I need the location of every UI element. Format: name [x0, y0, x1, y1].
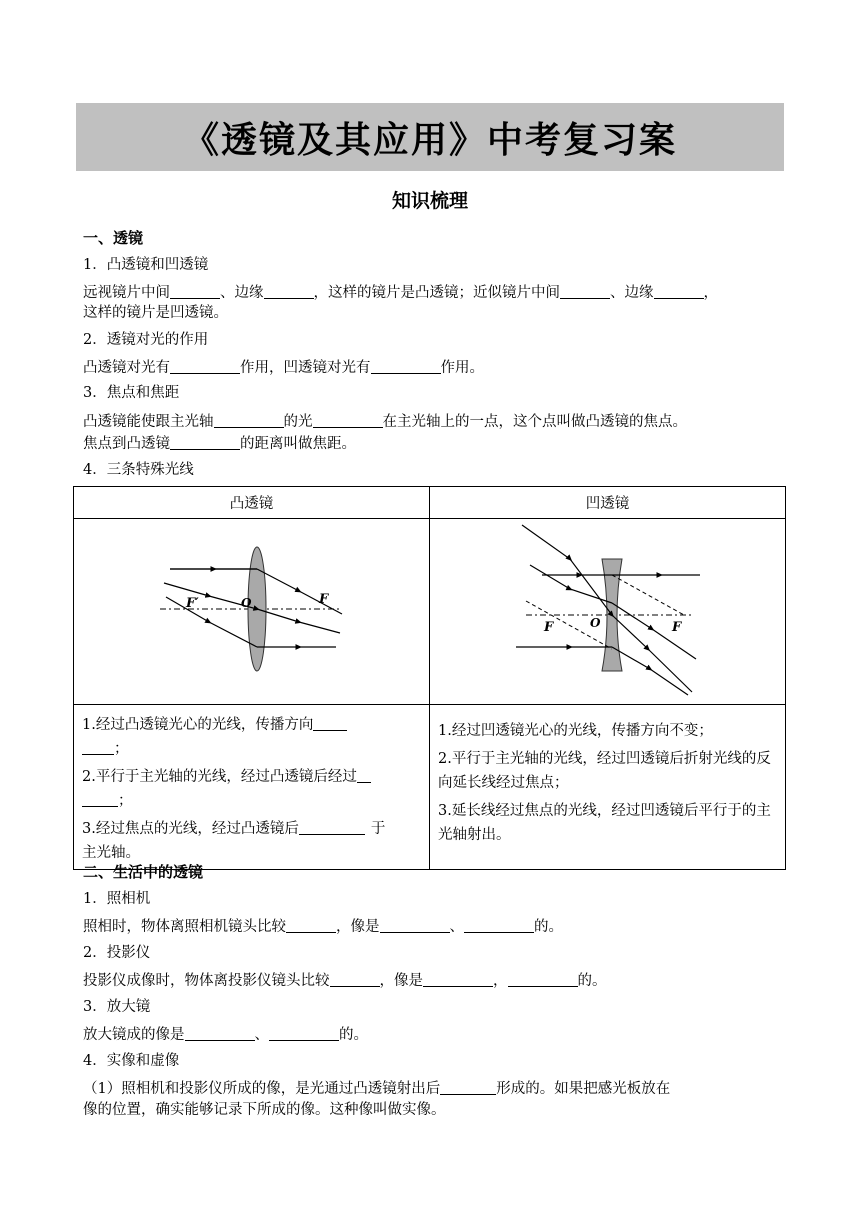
concave-header: 凹透镜: [430, 487, 786, 519]
item1-line2: 这样的镜片是凹透镜。: [83, 305, 228, 321]
fill-blank[interactable]: [423, 970, 493, 987]
label-f-prime: F′: [186, 596, 199, 611]
concave-lens-diagram: [430, 519, 786, 700]
item3-line1: [83, 411, 687, 432]
text: 凸透镜能使跟主光轴: [83, 414, 214, 430]
text: 2.平行于主光轴的光线，经过凸透镜后经过: [82, 769, 357, 785]
concave-rule-3: 3.延长线经过焦点的光线，经过凹透镜后平行于的主光轴射出。: [438, 803, 771, 843]
s2-item4-line2: 像的位置，确实能够记录下所成的像。这种像叫做实像。: [83, 1102, 446, 1118]
convex-rules: [74, 705, 429, 865]
convex-lens-diagram: [74, 519, 430, 700]
fill-blank[interactable]: [654, 282, 704, 299]
s2-item4-title: 4．实像和虚像: [83, 1053, 180, 1069]
fill-blank[interactable]: [299, 818, 365, 835]
text: 1.经过凸透镜光心的光线，传播方向: [82, 717, 314, 733]
dashed-extension: [612, 575, 684, 615]
fill-blank[interactable]: [264, 282, 314, 299]
item1-line1: [83, 282, 718, 303]
s2-item3-line: [83, 1024, 368, 1045]
text: 投影仪成像时，物体离投影仪镜头比较: [83, 973, 330, 989]
text: 焦点到凸透镜: [83, 436, 170, 452]
section-subtitle: 知识梳理: [391, 190, 468, 212]
s2-item1-title: 1．照相机: [83, 891, 151, 907]
text: 在主光轴上的一点，这个点叫做凸透镜的焦点。: [382, 414, 687, 430]
text: ，: [703, 285, 718, 301]
item3-line2: [83, 433, 356, 454]
concave-rule-2: 2.平行于主光轴的光线，经过凹透镜后折射光线的反向延长线经过焦点；: [438, 751, 771, 791]
text: 的距离叫做焦距。: [240, 436, 356, 452]
ray-bottom-out: [612, 647, 688, 695]
label-o: O: [590, 616, 601, 630]
fill-blank[interactable]: [170, 357, 240, 374]
page-title: 《透镜及其应用》中考复习案: [182, 118, 677, 161]
text: 形成的。如果把感光板放在: [496, 1081, 671, 1097]
convex-rule-2: [82, 765, 423, 813]
text: 放大镜成的像是: [83, 1027, 185, 1043]
ray-diverging-out: [612, 603, 696, 659]
item2-line: [83, 357, 484, 378]
fill-blank[interactable]: [313, 411, 383, 428]
fill-blank[interactable]: [380, 916, 450, 933]
text: ；: [114, 741, 129, 757]
convex-diagram-cell: [74, 519, 430, 705]
fill-blank[interactable]: [440, 1078, 496, 1095]
fill-blank[interactable]: [82, 790, 118, 807]
concave-description-cell: [430, 705, 786, 870]
item4-title: 4．三条特殊光线: [83, 462, 194, 478]
text: 的。: [534, 919, 563, 935]
fill-blank[interactable]: [185, 1024, 255, 1041]
concave-diagram-cell: [430, 519, 786, 705]
fill-blank[interactable]: [286, 916, 336, 933]
fill-blank[interactable]: [313, 714, 347, 731]
section1-heading: 一、透镜: [83, 229, 144, 247]
section2-heading: 二、生活中的透镜: [83, 863, 204, 881]
text: 、边缘: [610, 285, 654, 301]
label-f-left: F: [544, 620, 554, 635]
text: 作用。: [440, 360, 484, 376]
text: （1）照相机和投影仪所成的像，是光通过凸透镜射出后: [83, 1081, 441, 1097]
convex-header: 凸透镜: [74, 487, 430, 519]
text: 3.经过焦点的光线，经过凸透镜后: [82, 821, 299, 837]
title-banner: [76, 103, 784, 171]
text: 凸透镜对光有: [83, 360, 170, 376]
item2-title: 2．透镜对光的作用: [83, 332, 209, 348]
concave-rules: [430, 705, 785, 847]
fill-blank[interactable]: [508, 970, 578, 987]
text: ，: [493, 973, 508, 989]
fill-blank[interactable]: [357, 766, 371, 783]
item3-title: 3．焦点和焦距: [83, 385, 180, 401]
text: 作用，凹透镜对光有: [240, 360, 371, 376]
text: 的。: [339, 1027, 368, 1043]
s2-item2-line: [83, 970, 607, 991]
fill-blank[interactable]: [269, 1024, 339, 1041]
fill-blank[interactable]: [170, 282, 220, 299]
fill-blank[interactable]: [170, 433, 240, 450]
convex-description-cell: [74, 705, 430, 870]
s2-item2-title: 2．投影仪: [83, 945, 151, 961]
text: 的光: [283, 414, 313, 430]
ray-diverging: [530, 565, 612, 603]
concave-rule-1: 1.经过凹透镜光心的光线，传播方向不变；: [438, 723, 713, 739]
text: 远视镜片中间: [83, 285, 170, 301]
label-f-right: F: [672, 620, 682, 635]
item1-title: 1．凸透镜和凹透镜: [83, 257, 209, 273]
text: ，像是: [379, 973, 423, 989]
fill-blank[interactable]: [214, 411, 284, 428]
text: ，这样的镜片是凸透镜；近似镜片中间: [313, 285, 560, 301]
text: 、边缘: [220, 285, 264, 301]
text: 、: [254, 1027, 269, 1043]
fill-blank[interactable]: [371, 357, 441, 374]
fill-blank[interactable]: [560, 282, 610, 299]
fill-blank[interactable]: [330, 970, 380, 987]
fill-blank[interactable]: [82, 738, 114, 755]
text: 的。: [577, 973, 607, 989]
fill-blank[interactable]: [464, 916, 534, 933]
ray-parallel-out: [257, 569, 342, 614]
s2-item1-line: [83, 916, 563, 937]
convex-rule-1: [82, 713, 423, 761]
label-f: F: [319, 592, 329, 607]
text: 于: [370, 821, 386, 837]
s2-item4-line1: [83, 1078, 670, 1099]
text: ；: [118, 793, 133, 809]
text: 、: [449, 919, 464, 935]
text: 照相时，物体离照相机镜头比较: [83, 919, 286, 935]
text: 主光轴。: [82, 845, 140, 861]
special-rays-table: [73, 486, 786, 870]
s2-item3-title: 3．放大镜: [83, 999, 151, 1015]
convex-rule-3: [82, 817, 423, 865]
text: ，像是: [336, 919, 380, 935]
label-o: O: [241, 596, 252, 610]
